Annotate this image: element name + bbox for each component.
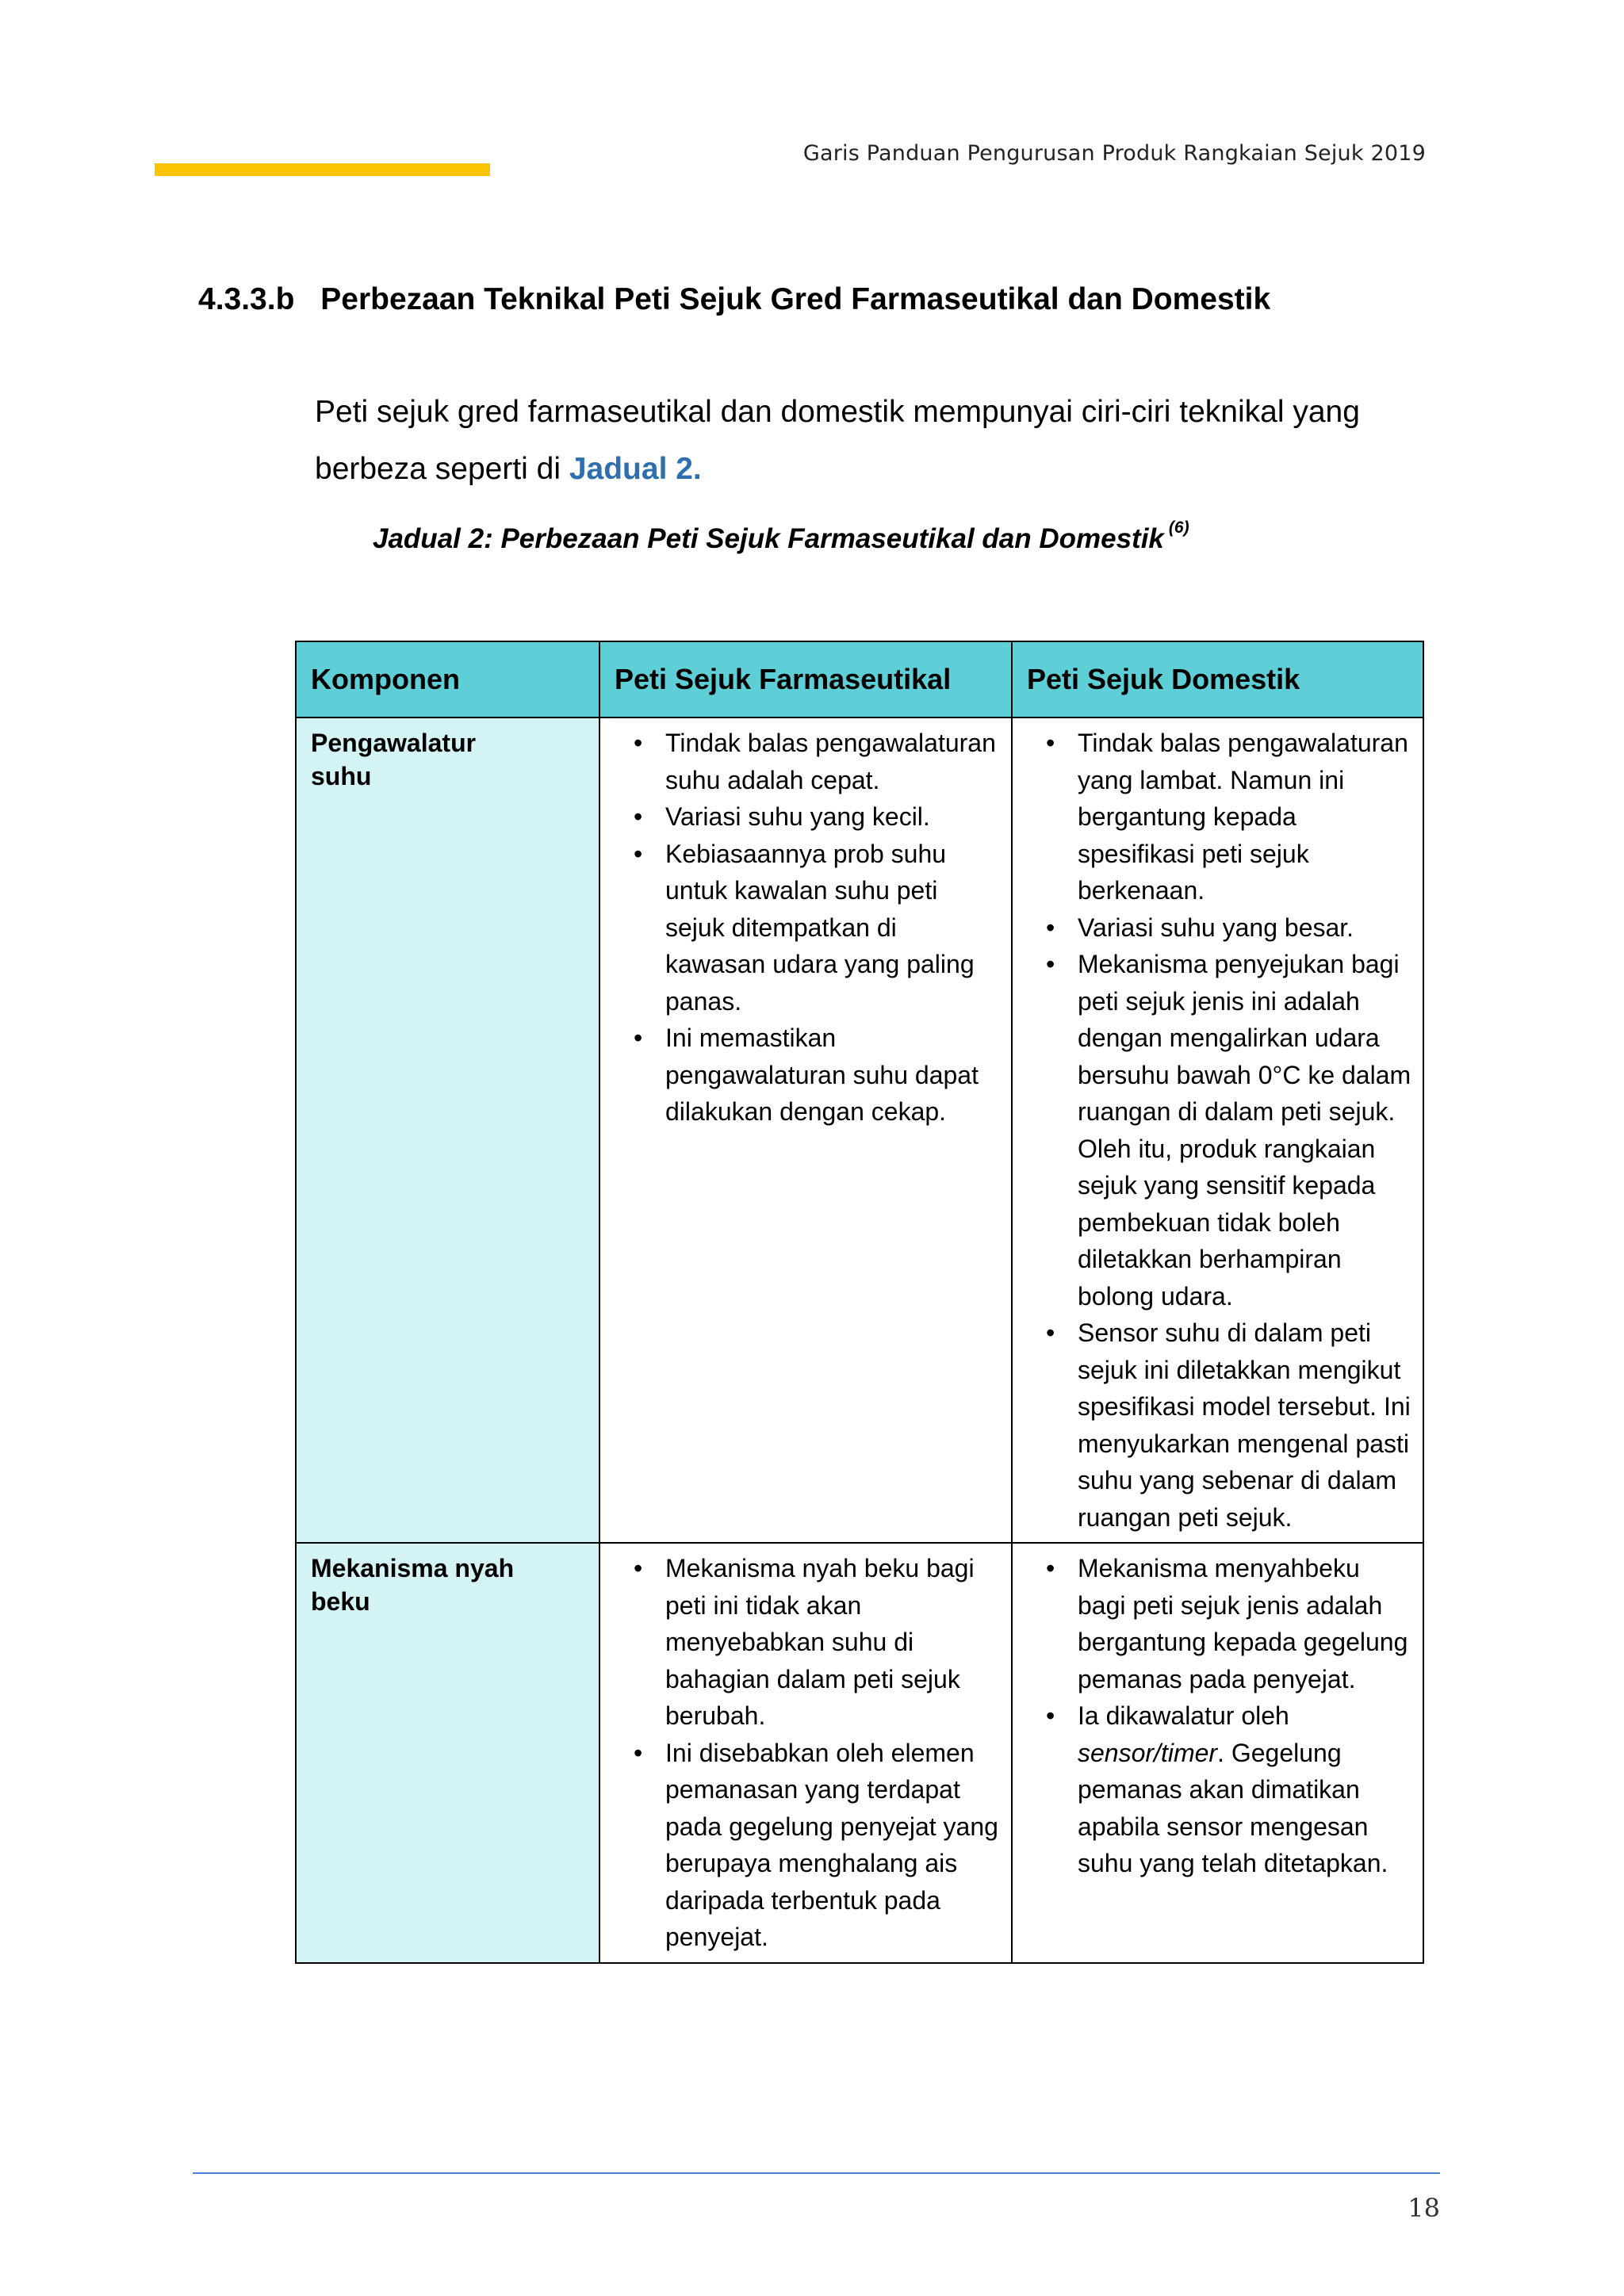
section-number: 4.3.3.b [198, 282, 295, 316]
domestic-cell [1012, 1543, 1423, 1963]
list-item: • Tindak balas pengawalaturan suhu adalah cepat. [611, 725, 1000, 798]
table-reference-link[interactable]: Jadual 2. [569, 452, 702, 486]
list-item: • Sensor suhu di dalam peti sejuk ini diletakkan mengikut spesifikasi model tersebut. Ini menyukarkan mengenal pasti suhu yang sebenar di dalam ruangan peti sejuk. [1024, 1314, 1411, 1536]
list-item: • Mekanisma nyah beku bagi peti ini tidak akan menyebabkan suhu di bahagian dalam peti sejuk berubah. [611, 1550, 1000, 1735]
list-item [1024, 1697, 1411, 1882]
footer-rule [193, 2172, 1440, 2174]
list-item: • Ini memastikan pengawalaturan suhu dapat dilakukan dengan cekap. [611, 1020, 1000, 1131]
table-caption [373, 519, 1189, 555]
component-label: Pengawalatur suhu [311, 729, 477, 790]
component-name [296, 1543, 599, 1963]
header-komponen: Komponen [296, 641, 599, 718]
pharma-list [611, 725, 1000, 1131]
header-domestic: Peti Sejuk Domestik [1012, 641, 1423, 718]
table-row [296, 718, 1423, 1543]
page-number: 18 [1408, 2193, 1440, 2223]
list-item: • Ini disebabkan oleh elemen pemanasan yang terdapat pada gegelung penyejat yang berupaya menghalang ais daripada terbentuk pada penyejat. [611, 1735, 1000, 1956]
pharma-cell [599, 718, 1012, 1543]
component-label: Mekanisma nyah beku [311, 1554, 515, 1616]
component-name [296, 718, 599, 1543]
list-item-text: Ia dikawalatur oleh [1078, 1701, 1289, 1730]
running-header: Garis Panduan Pengurusan Produk Rangkaian Sejuk 2019 [802, 141, 1426, 166]
list-item: • Tindak balas pengawalaturan yang lambat. Namun ini bergantung kepada spesifikasi peti sejuk berkenaan. [1024, 725, 1411, 909]
section-heading [198, 282, 1270, 317]
list-item-text: . Gegelung pemanas akan dimatikan apabila sensor mengesan suhu yang telah ditetapkan. [1078, 1738, 1388, 1877]
citation-marker: (6) [1168, 519, 1189, 538]
table-caption-text: Jadual 2: Perbezaan Peti Sejuk Farmaseutikal dan Domestik [373, 523, 1164, 554]
comparison-table [295, 641, 1424, 1964]
pharma-list [611, 1550, 1000, 1956]
header-pharmaceutical: Peti Sejuk Farmaseutikal [599, 641, 1012, 718]
table-row [296, 1543, 1423, 1963]
intro-text: Peti sejuk gred farmaseutikal dan domestik mempunyai ciri-ciri teknikal yang berbeza seperti di [315, 395, 1360, 486]
domestic-cell [1012, 718, 1423, 1543]
table-header-row [296, 641, 1423, 718]
list-item: • Kebiasaannya prob suhu untuk kawalan suhu peti sejuk ditempatkan di kawasan udara yang paling panas. [611, 836, 1000, 1020]
list-item: • Mekanisma penyejukan bagi peti sejuk jenis ini adalah dengan mengalirkan udara bersuhu bawah 0°C ke dalam ruangan di dalam peti sejuk. Oleh itu, produk rangkaian sejuk yang sensitif kepada pembekuan tidak boleh diletakkan berhampiran bolong udara. [1024, 946, 1411, 1314]
italic-term: sensor/timer [1078, 1738, 1218, 1767]
list-item: • Variasi suhu yang kecil. [611, 798, 1000, 836]
intro-paragraph [315, 384, 1441, 498]
list-item: • Variasi suhu yang besar. [1024, 909, 1411, 947]
domestic-list [1024, 1550, 1411, 1882]
section-title: Perbezaan Teknikal Peti Sejuk Gred Farmaseutikal dan Domestik [320, 282, 1271, 316]
header-accent-bar [155, 163, 490, 176]
pharma-cell [599, 1543, 1012, 1963]
domestic-list [1024, 725, 1411, 1536]
list-item: • Mekanisma menyahbeku bagi peti sejuk jenis adalah bergantung kepada gegelung pemanas pada penyejat. [1024, 1550, 1411, 1697]
